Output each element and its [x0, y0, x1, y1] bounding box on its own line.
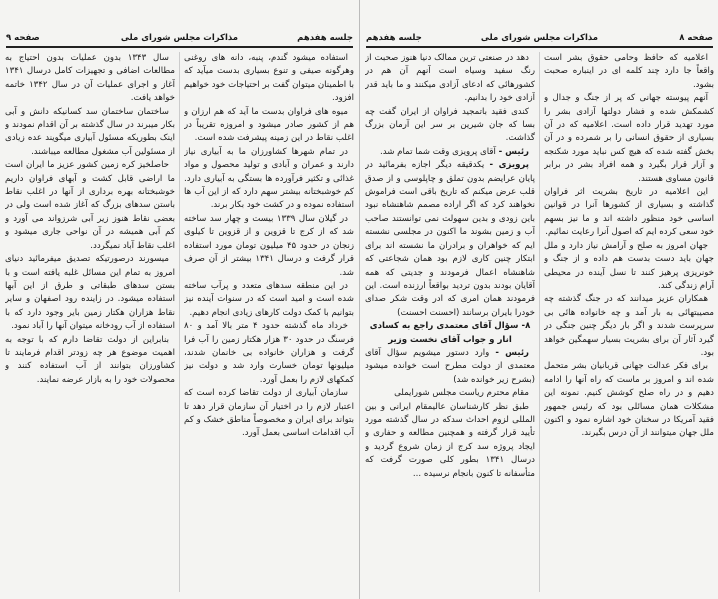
- paragraph: در این منطقه سدهای متعدد و پرآب ساخته شده است و امید است که در سنوات آینده نیز بتوانیم با کمک دولت کارهای زیادی انجام دهیم.: [184, 280, 354, 318]
- paragraph: برای فکر عدالت جهانی قربانیان بشر متحمل شده اند و امروز بر ماست که راه آنها را ادامه دهیم و در راه صلح کوشش کنیم. نمونه این مشکلات همان مسائلی بود که رئیس جمهور فقید آمریکا در سخنان خود اشاره نمود و اکنون ملل جهان میتوانند از آن درس بگیرند.: [544, 361, 714, 439]
- text-column: [365, 52, 535, 597]
- speaker-paragraph: [365, 159, 535, 320]
- paragraph: طبق نظر کارشناسان عالیمقام ایرانی و بین المللی لزوم احداث سدکه در سال گذشته مورد تأیید قرار گرفته و همچنین مطالعه و حفاری و ایجاد پروژه سد کرج از زمان شروع گردید و درسال ۱۳۴۱ بطور کلی صورت گرفت که متأسفانه تا کنون بانجام نرسیده ...: [365, 401, 535, 479]
- paragraph: حاصلخیز کره زمین کشور عزیز ما ایران است ما اراضی قابل کشت و آبهای فراوان داریم خوشبختانه بهره برداری از آنها در اغلب نقاط باستن سدهای بزرگ که آغاز شده است ولی در بعضی نقاط هنوز زیر آبی شرزواند می آورد و کم آبی همیشه در آن نواحی جاری میشود و اغلب نقاط آباد نمیگردد.: [5, 160, 175, 251]
- page-header: [366, 32, 713, 48]
- paragraph: کندی فقید باتمجید فراوان از ایران گفت چه بسا که جان شیرین بر سر این آرمان بزرگ گذاشت.: [365, 106, 535, 144]
- page-header: [6, 32, 353, 48]
- paragraph: دهد در صنعتی ترین ممالک دنیا هنوز صحبت از رنگ سفید وسیاه است آنهم آن هم در کشورهائی که ادعای آزادی میکنند و ما باید قدر آزادی خود را بدانیم.: [365, 53, 535, 104]
- paragraph: آنهم پیوسته جهانی که پر از جنگ و جدال و کشمکش شده و فشار دولتها آزادی بشر را مورد تهدید قرار داده است. اعلامیه که در آن بسیاری از حقوق انسانی را بر شمرده و در آن بخش گفته شده که هیچ کس نباید مورد شکنجه و آزار قرار بگیرد و همه افراد بشر در برابر قانون مساوی هستند.: [544, 93, 714, 184]
- speaker-paragraph: [365, 347, 535, 387]
- paragraph: ساختمان ساختمان سد کسانیکه دانش و آبی بکار میبرند در سال گذشته بر آن اقدام نمودند و اینک بطوریکه مسئول آبیاری میگویند عده زیادی از مسئولین آب مشغول مطالعه میباشند.: [5, 106, 175, 157]
- section-heading: ۸- سؤال آقای معتمدی راجع به کسادی انار و جواب آقای نخست وزیر: [369, 321, 531, 345]
- paragraph: مقام محترم ریاست مجلس شورایملی: [394, 388, 529, 399]
- paragraph: این اعلامیه در تاریخ بشریت اثر فراوان گذاشته و بسیاری از کشورها آنرا در قوانین اساسی خود منظور داشته اند و ما نیز بسهم خود سعی کرده ایم که اصول آنرا رعایت نمائیم.: [544, 187, 714, 238]
- column-divider: [539, 52, 540, 592]
- text-column: [184, 52, 354, 597]
- speaker-name: رئیس -: [498, 146, 529, 157]
- page-number: صفحه ۹: [6, 33, 40, 43]
- column-divider: [179, 52, 180, 592]
- speaker-name: رئیس -: [495, 347, 529, 358]
- speaker-paragraph: [365, 146, 535, 159]
- session-label: جلسه هفدهم: [366, 33, 422, 43]
- text-column: [544, 52, 714, 597]
- publication-title: مذاکرات مجلس شورای ملی: [120, 33, 239, 43]
- session-label: جلسه هفدهم: [297, 33, 353, 43]
- paragraph-text: آقای پرویزی وقت شما تمام شد.: [380, 146, 496, 157]
- paragraph: اعلامیه که حافظ وحامی حقوق بشر است واقعاً جا دارد چند کلمه ای در اینباره صحبت بشود.: [544, 53, 714, 90]
- paragraph: بنابراین از دولت تقاضا دارم که با توجه به اهمیت موضوع هر چه زودتر اقدام فرمایند تا کشاورزان بتوانند از آب استفاده کنند و محصولات خود را به بازار عرضه نمایند.: [5, 334, 175, 385]
- paragraph: در تمام شهرها کشاورزان ما به آبیاری نیاز دارند و عمران و آبادی و تولید محصول و مواد غذائی و تکثیر فرآورده ها بستگی به آبیاری دارد. کم خوشبختانه بیشتر سهم دارد که از این آب ها استفاده نموده و در کشت خود بکار برند.: [184, 146, 354, 211]
- paragraph: سال ۱۳۴۳ بدون عملیات بدون احتیاج به مطالعات اضافی و تجهیزات کامل درسال ۱۳۴۱ آغاز و اجرای عملیات آن در سال ۱۳۴۲ خاتمه خواهد یافت.: [5, 53, 175, 104]
- paragraph: خرداد ماه گذشته حدود ۴ متر بالا آمد و ۸۰ فرسنگ در حدود ۳۰ هزار هکتار زمین را آب فرا گرفت و هزاران خانواده بی خانمان شدند، میلیونها تومان خسارت وارد شد و دولت نیز کمکهای لازم را بعمل آورد.: [184, 321, 354, 385]
- right-page-8: [359, 0, 718, 599]
- paragraph: همکاران عزیز میدانند که در جنگ گذشته چه مصیبتهائی به بار آمد و چه خانواده هائی بی سرپرست شدند و اگر بار دیگر چنین جنگی در گیرد آثار آن برای بشریت بسیار سهمگین خواهد بود.: [544, 294, 714, 358]
- paragraph-text: وارد دستور میشویم سؤال آقای معتمدی از دولت مطرح است خوانده میشود (بشرح زیر خوانده شد): [365, 347, 535, 385]
- publication-title: مذاکرات مجلس شورای ملی: [480, 33, 599, 43]
- text-column: [5, 52, 175, 597]
- paragraph: استفاده میشود گندم، پنبه، دانه های روغنی وهرگونه صیفی و تنوع بسیاری بدست میآید که با اطمینان میتوان گفت بر احتیاجات خود خواهیم افزود.: [184, 53, 354, 104]
- paragraph-text: یکدقیقه دیگر اجازه بفرمائید در پایان عرایضم بدون تملق و چاپلوسی و از صدق قلب عرض میکنم که تاریخ باقی است فراموش نخواهند کرد که اگر اراده مصمم شاهنشاه نبود باین زودی و بدین سهولت نمی توانستند صاحب آب و زمین بشوند ما اکنون در مجلسی نشسته ایم که خواهران و برادران ما نشسته اند برای ابتکار چنین کاری لازم بود همان شجاعتی که شاهنشاه اعمال فرمودند و جدیتی که همه آقایان بودند بدون تردید بواقعاً ارزنده است. این فرمودند همان امری که ادر وقت شکر صدای خودرا بایران برسانند (احسنت احسنت): [365, 160, 535, 318]
- page-number: صفحه ۸: [679, 33, 713, 43]
- paragraph: سازمان آبیاری از دولت تقاضا کرده است که اعتبار لازم را در اختیار آن سازمان قرار دهد تا بتواند برای ایران و مخصوصاً مناطق خشک و کم آب اقدامات اساسی بعمل آورد.: [184, 388, 354, 439]
- speaker-name: پرویزی -: [489, 160, 529, 171]
- paragraph: میسورند درصورتیکه تصدیق میفرمائید دنیای امروز به تمام این مسائل غلبه یافته است و با بستن سدهای طبقاتی و طرق از این آبها استفاده میشود. در زاینده رود اصفهان و سایر نقاط هزاران هکتار زمین بایر وجود دارد که با استفاده از آب رودخانه میتوان آنها را آباد نمود.: [5, 254, 175, 332]
- paragraph: جهان امروز به صلح و آرامش نیاز دارد و ملل جهان باید دست بدست هم داده و از جنگ و خونریزی پرهیز کنند تا نسل آینده در محیطی آرام زندگی کند.: [544, 240, 714, 291]
- paragraph: میوه های فراوان بدست ما آید که هم ارزان و هم از کشور صادر میشود و امروزه تقریباً در اغلب نقاط در این زمینه پیشرفت شده است.: [184, 106, 354, 144]
- paragraph: در گیلان سال ۱۳۳۹ بیست و چهار سد ساخته شد که از کرج تا قزوین و از قزوین تا کیلوی زنجان در حدود ۴۵ میلیون تومان مورد استفاده قرار گرفت و درسال ۱۳۴۱ بیشتر از آن صرف شد.: [184, 213, 354, 278]
